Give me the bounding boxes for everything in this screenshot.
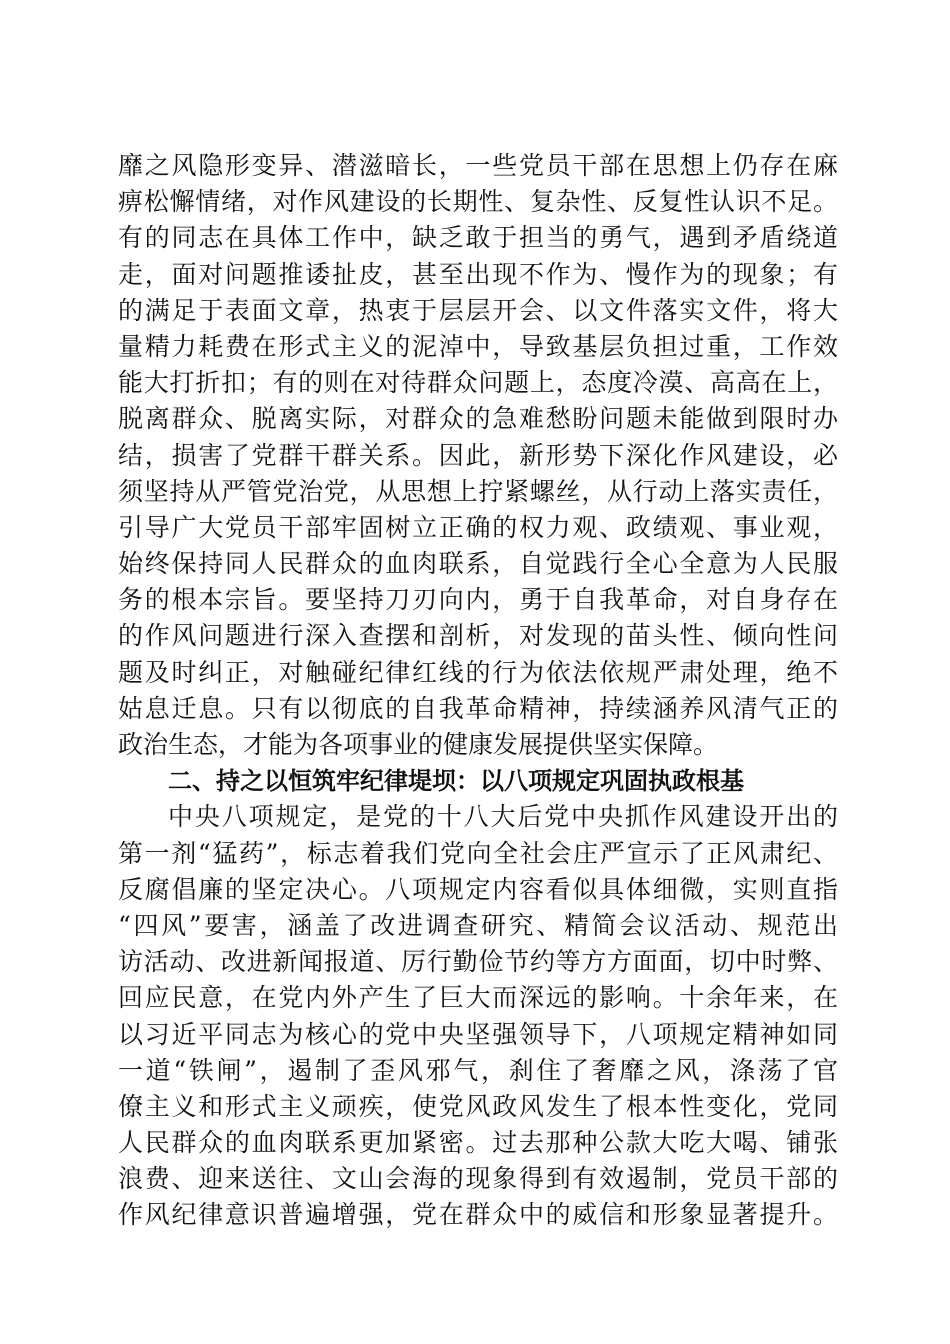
text-line: 第一剂“猛药”，标志着我们党向全社会庄严宣示了正风肃纪、 [118,838,838,868]
text-line: 能大打折扣；有的则在对待群众问题上，态度冷漠、高高在上， [118,368,838,398]
text-line: 引导广大党员干部牢固树立正确的权力观、政绩观、事业观， [118,512,838,542]
text-line: 始终保持同人民群众的血肉联系，自觉践行全心全意为人民服 [118,549,838,579]
section-heading: 二、持之以恒筑牢纪律堤坝：以八项规定巩固执政根基 [168,767,744,796]
text-line: 靡之风隐形变异、潜滋暗长，一些党员干部在思想上仍存在麻 [118,151,838,180]
text-line: 人民群众的血肉联系更加紧密。过去那种公款大吃大喝、铺张 [118,1128,838,1158]
text-line: 一道“铁闸”，遏制了歪风邪气，刹住了奢靡之风，涤荡了官 [118,1055,838,1085]
text-line: 有的同志在具体工作中，缺乏敢于担当的勇气，遇到矛盾绕道 [118,223,838,253]
text-line: 作风纪律意识普遍增强，党在群众中的威信和形象显著提升。 [118,1200,838,1230]
text-line: 僚主义和形式主义顽疾，使党风政风发生了根本性变化，党同 [118,1091,838,1121]
text-line: 脱离群众、脱离实际，对群众的急难愁盼问题未能做到限时办 [118,404,838,434]
text-line: 量精力耗费在形式主义的泥淖中，导致基层负担过重，工作效 [118,331,838,361]
text-line: 须坚持从严管党治党，从思想上拧紧螺丝，从行动上落实责任， [118,476,838,506]
text-line: 反腐倡廉的坚定决心。八项规定内容看似具体细微，实则直指 [118,874,838,904]
text-line: 的满足于表面文章，热衷于层层开会、以文件落实文件，将大 [118,295,838,325]
text-line: 结，损害了党群干群关系。因此，新形势下深化作风建设，必 [118,440,838,470]
paragraph-1 [118,148,838,763]
text-line: 中央八项规定，是党的十八大后党中央抓作风建设开出的 [168,802,838,832]
text-line: 浪费、迎来送往、文山会海的现象得到有效遏制，党员干部的 [118,1164,838,1194]
text-line: 的作风问题进行深入查摆和剖析，对发现的苗头性、倾向性问 [118,621,838,651]
paragraph-2 [118,799,838,1233]
text-line: 以习近平同志为核心的党中央坚强领导下，八项规定精神如同 [118,1019,838,1049]
text-line: 痹松懈情绪，对作风建设的长期性、复杂性、反复性认识不足。 [118,187,838,217]
text-line: 务的根本宗旨。要坚持刀刃向内，勇于自我革命，对自身存在 [118,585,838,615]
text-line: 姑息迁息。只有以彻底的自我革命精神，持续涵养风清气正的 [118,693,838,723]
text-line: “四风”要害，涵盖了改进调查研究、精简会议活动、规范出 [118,910,838,940]
text-line: 访活动、改进新闻报道、厉行勤俭节约等方方面面，切中时弊、 [118,947,838,977]
text-line: 政治生态，才能为各项事业的健康发展提供坚实保障。 [118,730,719,759]
text-line: 走，面对问题推诿扯皮，甚至出现不作为、慢作为的现象；有 [118,259,838,289]
document-body [118,148,838,1234]
text-line: 题及时纠正，对触碰纪律红线的行为依法依规严肃处理，绝不 [118,657,838,687]
text-line: 回应民意，在党内外产生了巨大而深远的影响。十余年来，在 [118,983,838,1013]
